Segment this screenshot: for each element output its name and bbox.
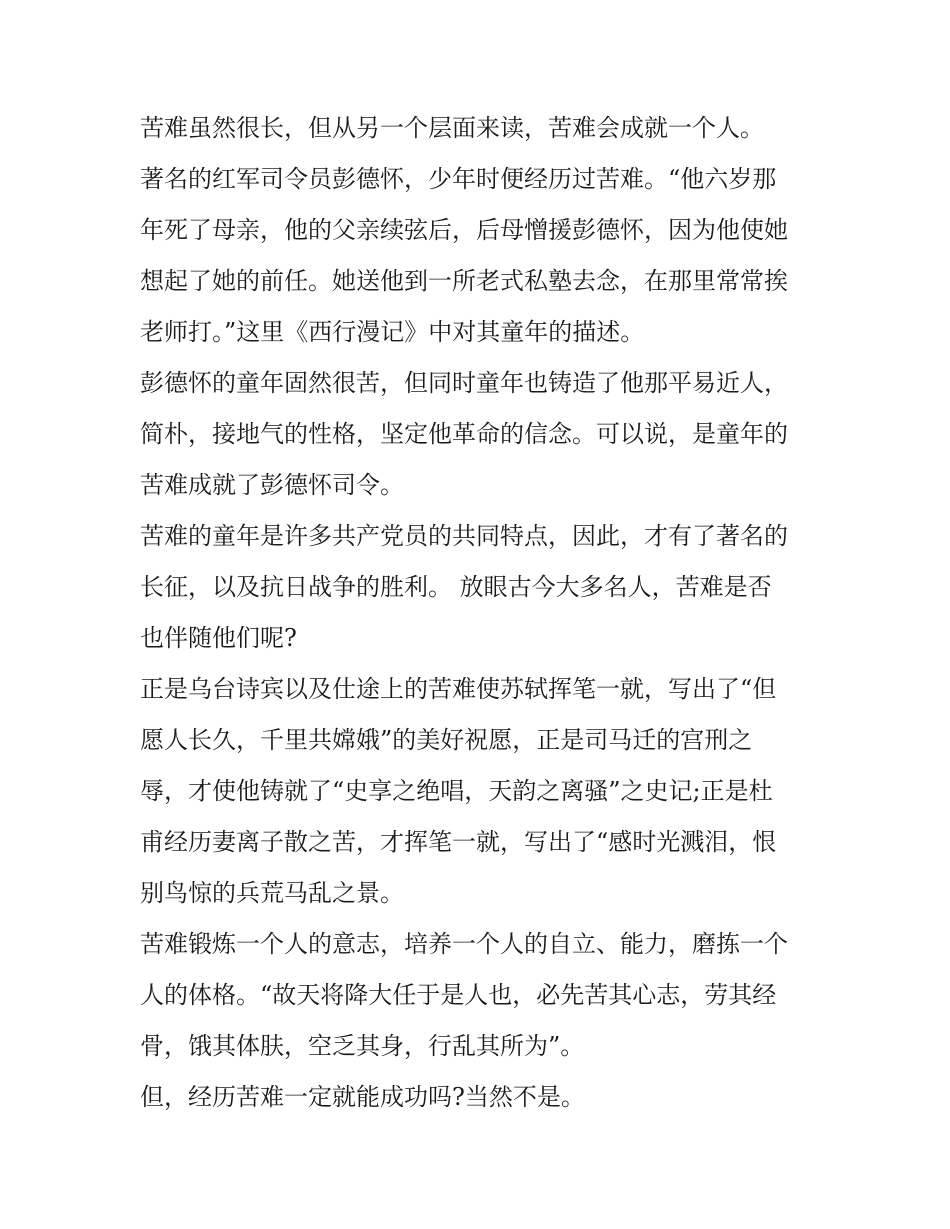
text-line: 苦难虽然很长，但从另一个层面来读，苦难会成就一个人。 <box>140 114 764 142</box>
text-line: 著名的红军司令员彭德怀，少年时便经历过苦难。“他六岁那 <box>140 165 777 193</box>
text-line: 苦难的童年是许多共产党员的共同特点，因此，才有了著名的 <box>140 522 788 550</box>
text-line: 苦难锻炼一个人的意志，培养一个人的自立、能力，磨拣一个 <box>140 930 788 958</box>
text-line: 人的体格。“故天将降大任于是人也，必先苦其心志，劳其经 <box>140 981 777 1009</box>
text-line: 彭德怀的童年固然很苦，但同时童年也铸造了他那平易近人， <box>140 369 788 397</box>
text-line: 老师打。”这里《西行漫记》中对其童年的描述。 <box>140 318 645 346</box>
text-line: 年死了母亲，他的父亲续弦后，后母憎援彭德怀，因为他使她 <box>140 216 788 244</box>
text-line: 但，经历苦难一定就能成功吗?当然不是。 <box>140 1083 585 1111</box>
essay-body <box>140 103 820 1123</box>
text-line: 辱，才使他铸就了“史享之绝唱，天韵之离骚”之史记;正是杜 <box>140 777 773 805</box>
text-line: 苦难成就了彭德怀司令。 <box>140 471 404 499</box>
text-line: 长征，以及抗日战争的胜利。 放眼古今大多名人，苦难是否 <box>140 573 772 601</box>
text-line: 愿人长久，千里共嫦娥”的美好祝愿，正是司马迁的宫刑之 <box>140 726 753 754</box>
text-line: 别鸟惊的兵荒马乱之景。 <box>140 879 404 907</box>
text-line: 甫经历妻离子散之苦，才挥笔一就，写出了“感时光溅泪，恨 <box>140 828 777 856</box>
text-line: 骨，饿其体肤，空乏其身，行乱其所为”。 <box>140 1032 585 1060</box>
text-line: 正是乌台诗宾以及仕途上的苦难使苏轼挥笔一就，写出了“但 <box>140 675 777 703</box>
text-line: 简朴，接地气的性格，坚定他革命的信念。可以说，是童年的 <box>140 420 788 448</box>
text-line: 想起了她的前任。她送他到一所老式私塾去念，在那里常常挨 <box>140 267 788 295</box>
text-line: 也伴随他们呢? <box>140 624 297 652</box>
